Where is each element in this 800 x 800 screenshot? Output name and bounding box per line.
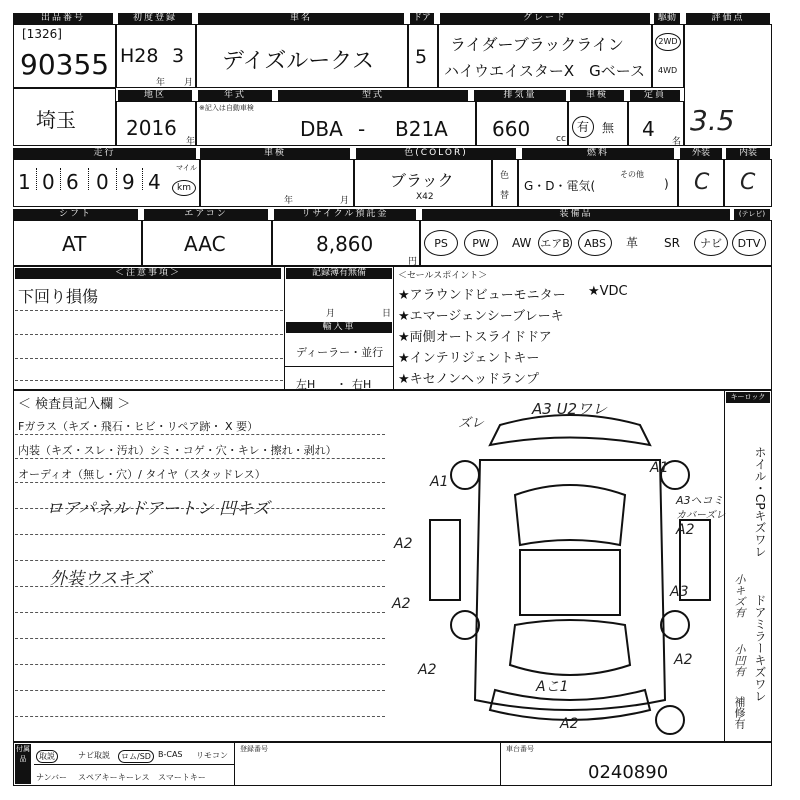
accessory-label: B-CAS (158, 750, 183, 759)
rear-bumper-shape (490, 415, 650, 445)
equipment-item: ナビ (694, 230, 728, 256)
accessory-label: スマートキー (158, 773, 206, 782)
record-month: 月 (326, 309, 336, 319)
header-score: 評価点 (686, 13, 770, 24)
header-area: 地区 (118, 90, 192, 101)
left-side-door (430, 520, 460, 600)
header-equipment: 装備品 (422, 209, 730, 220)
header-aircon: エアコン (144, 209, 268, 220)
header-exterior: 外装 (680, 148, 722, 159)
wheel-rear-left (451, 461, 479, 489)
rule (15, 716, 385, 717)
accessory-label: 取説 (36, 750, 58, 763)
header-inspection-exp: 車検 (200, 148, 350, 159)
equipment-item: SR (664, 236, 680, 250)
rule (15, 482, 385, 483)
accessory-label: キーレス (118, 773, 150, 782)
side-vertical-2: 小キズ有 (733, 574, 746, 618)
mark-ac1: Aこ1 (536, 679, 569, 695)
fuel-other: その他 (620, 170, 644, 179)
record-header: 記録簿有無備 (286, 268, 392, 279)
header-model: 型式 (278, 90, 468, 101)
body-outline (475, 460, 665, 710)
notes-text: 下回り損傷 (18, 287, 99, 306)
rule (15, 334, 283, 335)
header-color: 色(COLOR) (356, 148, 516, 159)
equipment-item: AW (512, 236, 532, 250)
inspection-exp-year: 年 (284, 196, 294, 206)
inspector-handwritten-1: ロアパネルドアートン 凹キズ (46, 499, 270, 519)
equipment-item: 革 (626, 236, 639, 250)
mark-right-note: A3ヘコミ (676, 494, 724, 507)
car-name: デイズルークス (222, 49, 375, 74)
year-mark: 年 (156, 78, 166, 88)
fuel-close: ) (664, 177, 669, 191)
mark-a1-right: A1 (650, 460, 669, 476)
mark-a2-l3: A2 (418, 662, 437, 678)
header-shift: シフト (13, 209, 138, 220)
mark-a2-r1: A2 (676, 522, 695, 538)
color-label: 色 (500, 171, 510, 181)
mileage-digit-1: 1 (18, 170, 31, 194)
rule (500, 742, 501, 786)
header-mileage: 走行 (13, 148, 196, 159)
drive-2wd: 2WD (655, 33, 681, 51)
drive-4wd: 4WD (658, 66, 678, 75)
rule (15, 690, 385, 691)
registration-month: 3 (172, 45, 185, 67)
import-dot: ・ (336, 378, 347, 391)
notes-header: ＜注意事項＞ (15, 268, 281, 279)
inspector-handwritten-2: 外装ウスキズ (50, 569, 152, 589)
record-day: 日 (382, 309, 392, 319)
import-left: 左H (296, 378, 316, 391)
rule (15, 560, 385, 561)
chassis-number: 0240890 (588, 762, 669, 783)
equipment-item: DTV (732, 230, 766, 256)
rule (15, 458, 385, 459)
mileage-digit-4: 0 (96, 170, 109, 194)
mark-top-left: ズレ (458, 416, 485, 431)
mark-a1-left: A1 (430, 474, 449, 490)
side-vertical-1: ホイル・CPキズワレ (753, 446, 767, 558)
equipment-item: エアB (538, 230, 572, 256)
rule (15, 358, 283, 359)
header-interior: 内装 (726, 148, 770, 159)
import-header: 輸入車 (286, 322, 392, 333)
mileage-km: km (172, 180, 196, 196)
inspector-line2: 内装（キズ・スレ・汚れ）シミ・コゲ・穴・キレ・擦れ・剥れ） (18, 444, 337, 457)
header-drive: 駆動 (654, 13, 680, 24)
header-tv: (テレビ) (734, 209, 770, 220)
digit-sep (60, 168, 61, 190)
wheel-front-right (661, 611, 689, 639)
shift-value: AT (62, 232, 87, 256)
interior-grade: C (740, 170, 756, 195)
rule (34, 764, 234, 765)
rule (15, 612, 385, 613)
side-vertical-5: 補修有 (733, 696, 746, 729)
seats-unit: 名 (672, 137, 682, 147)
key-label: キーロック (726, 392, 770, 403)
windshield (510, 620, 630, 675)
accessory-side-label: 付属品 (15, 744, 31, 784)
sales-item-2: ★エマージェンシーブレーキ (398, 309, 564, 324)
seats-value: 4 (642, 117, 655, 141)
rule (15, 380, 283, 381)
rule (284, 366, 394, 367)
rear-window (515, 485, 625, 545)
registration-label: 登録番号 (240, 745, 268, 753)
header-fuel: 燃料 (522, 148, 674, 159)
digit-sep (142, 168, 143, 190)
inspector-line1: Fガラス（キズ・飛石・ヒビ・リペア跡・ X 要） (18, 420, 259, 433)
mark-a2-l2: A2 (392, 596, 411, 612)
color-code: X42 (416, 192, 434, 202)
mark-a2-r2: A2 (674, 652, 693, 668)
inspection-exp-month: 月 (340, 196, 350, 206)
header-grade: グレード (440, 13, 650, 24)
digit-sep (116, 168, 117, 190)
lot-code: [1326] (22, 27, 62, 41)
rule (15, 434, 385, 435)
exterior-grade: C (694, 170, 710, 195)
import-right: 右H (352, 378, 372, 391)
color-change-label: 替 (500, 191, 510, 201)
year-value: 2016 (126, 116, 177, 140)
side-vertical-4: 小凹有 (733, 644, 746, 677)
mileage-mile: マイル (176, 164, 197, 172)
recycle-unit: 円 (408, 257, 418, 267)
header-seats: 定員 (630, 90, 680, 101)
rule (15, 638, 385, 639)
equipment-item: PW (464, 230, 498, 256)
header-year: 年式 (198, 90, 272, 101)
month-mark: 月 (184, 78, 194, 88)
grade-line1: ライダーブラックライン (450, 35, 624, 54)
lot-number: 90355 (20, 48, 110, 81)
rule (234, 742, 235, 786)
score-value: 3.5 (690, 104, 735, 137)
cc-unit: cc (556, 134, 566, 144)
header-cc: 排気量 (474, 90, 566, 101)
accessory-label: リモコン (196, 751, 228, 760)
registration-era: H28 (120, 45, 159, 67)
aircon-value: AAC (184, 232, 226, 256)
header-registration: 初度登録 (118, 13, 192, 24)
mileage-digit-3: 6 (66, 170, 79, 194)
model-code: B21A (395, 117, 448, 141)
chassis-label: 車台番号 (506, 745, 534, 753)
header-inspection: 車検 (570, 90, 624, 101)
digit-sep (88, 168, 89, 190)
year-unit: 年 (186, 137, 196, 147)
sales-item-4: ★インテリジェントキー (398, 351, 540, 366)
mileage-digit-2: 0 (42, 170, 55, 194)
sales-extra: ★VDC (588, 284, 628, 299)
inspection-exp-box (200, 159, 354, 207)
wheel-front-left (451, 611, 479, 639)
sales-item-5: ★キセノンヘッドランプ (398, 372, 540, 387)
accessory-label: ナンバー (36, 773, 68, 782)
equipment-item: PS (424, 230, 458, 256)
accessory-label: ロム/SD (118, 750, 154, 763)
inspection-no: 無 (602, 121, 615, 135)
model-note: ※記入は自動車検 (199, 104, 254, 112)
recycle-amount: 8,860 (316, 232, 374, 256)
inspection-yes: 有 (572, 116, 594, 138)
model-dash: - (358, 117, 366, 141)
roof (520, 550, 620, 615)
mark-a3-r: A3 (670, 584, 689, 600)
car-damage-diagram (420, 400, 720, 740)
header-door: ドア (410, 13, 434, 24)
fuel-text: G・D・電気( (524, 179, 596, 193)
header-recycle: リサイクル預託金 (274, 209, 416, 220)
accessory-label: ナビ取説 (78, 751, 110, 760)
rule (15, 534, 385, 535)
accessory-label: スペアキー (78, 773, 118, 782)
mark-top: A3 U2ワレ (532, 400, 608, 418)
header-car-name: 車名 (198, 13, 404, 24)
sales-item-3: ★両側オートスライドドア (398, 330, 552, 345)
area-value: 埼玉 (36, 108, 76, 132)
spare-tire (656, 706, 684, 734)
mark-a2-l1: A2 (394, 536, 413, 552)
grade-line2: ハイウエイスターX Gベース (444, 62, 646, 80)
header-lot: 出品番号 (13, 13, 113, 24)
side-vertical-3: ドアミラーキズワレ (753, 594, 767, 702)
rule (15, 664, 385, 665)
inspector-title: ＜ 検査員記入欄 ＞ (18, 397, 131, 412)
rule (15, 310, 283, 311)
cc-value: 660 (492, 117, 531, 141)
equipment-item: ABS (578, 230, 612, 256)
inspector-line3: オーディオ（無し・穴）/ タイヤ（スタッドレス） (18, 468, 266, 481)
doors-value: 5 (415, 46, 428, 68)
model-prefix: DBA (300, 117, 343, 141)
mileage-digit-5: 9 (122, 170, 135, 194)
mileage-digit-6: 4 (148, 170, 161, 194)
digit-sep (36, 168, 37, 190)
sales-item-1: ★アラウンドビューモニター (398, 288, 566, 303)
color-name: ブラック (390, 171, 454, 190)
import-dealer: ディーラー・並行 (296, 346, 384, 359)
mark-right-note2: カバーズレ (676, 510, 726, 521)
mark-a2-bottom: A2 (560, 716, 579, 732)
sales-header: ＜セールスポイント＞ (398, 271, 488, 281)
